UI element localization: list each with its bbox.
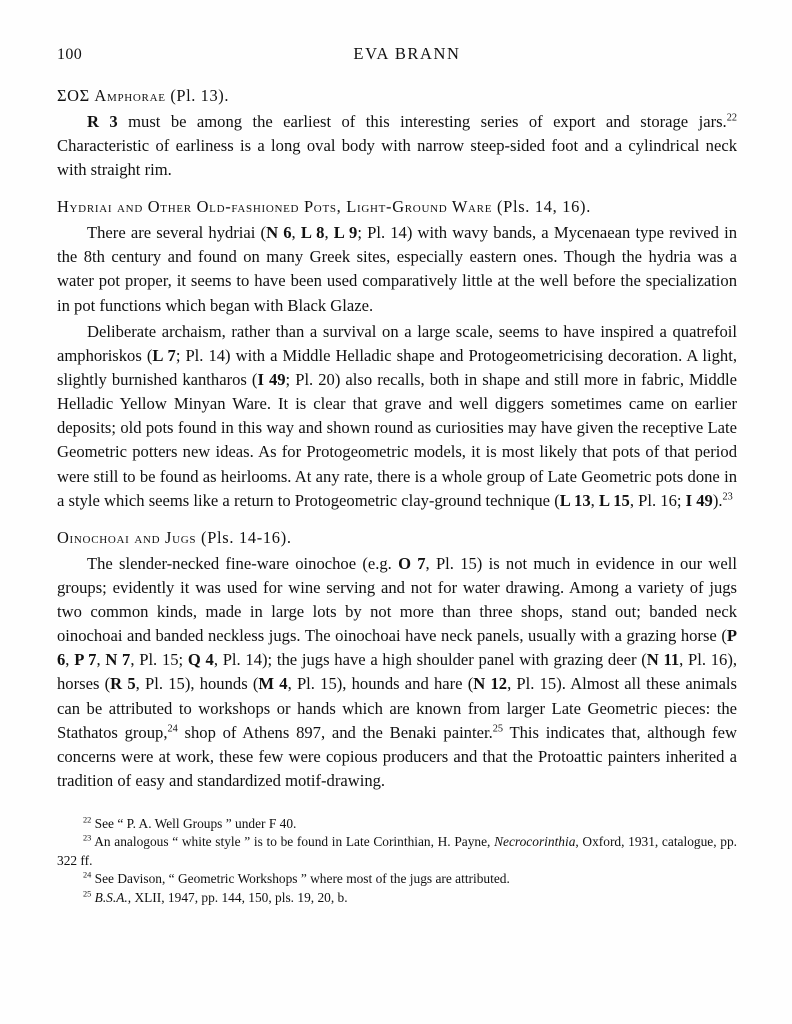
catalogue-ref-q4: Q 4 xyxy=(187,650,214,670)
paragraph-r3 xyxy=(57,110,737,182)
text-frag: ; Pl. 20) also recalls, both in shape and still more in fabric, Middle Helladic Yellow Minyan Ware. It is clear that grave and well diggers sometimes came on earlier deposits; old pots found in this way and shown round as curiosities may have given the receptive Late Geometric potters new ideas. As for Protogeometric models, it is most likely that pots of that period were still to be found as heirlooms. At any rate, there is a whole group of Late Geometric pots done in a style which seems like a return to Protogeometric clay-ground technique ( xyxy=(57,369,737,510)
footnote-22 xyxy=(57,815,737,833)
footnote-24 xyxy=(57,870,737,888)
heading-hydriai-label: Hydriai and Other Old-fashioned Pots, Light-Ground Ware xyxy=(57,197,493,217)
footnote-number-25: 25 xyxy=(83,889,92,899)
catalogue-ref-n6: N 6 xyxy=(266,223,292,243)
body-text xyxy=(57,84,737,793)
page-content xyxy=(57,44,737,907)
heading-oinochoai-label: Oinochoai and Jugs xyxy=(57,527,197,547)
catalogue-ref-m4: M 4 xyxy=(258,674,288,694)
footnote-23-title: Necrocorinthia xyxy=(494,834,576,850)
catalogue-ref-i49: I 49 xyxy=(257,369,286,389)
text-frag: , Pl. 15; xyxy=(130,650,188,670)
heading-oinochoai-plates: (Pls. 14-16). xyxy=(201,527,292,547)
text-frag: , Pl. 14); the jugs have a high shoulder panel with grazing deer ( xyxy=(213,650,647,670)
text-frag: shop of Athens 897, and the Benaki painter. xyxy=(177,722,493,742)
text-frag: The slender-necked fine-ware oinochoe (e.g. xyxy=(87,553,399,573)
footnotes-block xyxy=(57,815,737,907)
footnote-24-text: See Davison, “ Geometric Workshops ” where most of the jugs are attributed. xyxy=(94,871,510,887)
text-frag: , xyxy=(65,650,75,670)
paragraph-hydriai-2 xyxy=(57,320,737,513)
text-frag: , Pl. 15) is not much in evidence in our well groups; evidently it was used for wine serving and not for water drawing. Among a variety of jugs two common kinds, made in large lots by not more than three shops, stand out; banded neck oinochoai and banded neckless jugs. The oinochoai have neck panels, usually with a grazing horse ( xyxy=(57,553,738,646)
running-head xyxy=(57,44,737,70)
footnote-marker-25: 25 xyxy=(492,723,503,735)
catalogue-ref-r5: R 5 xyxy=(110,674,136,694)
footnote-23-text-b: , Oxford, 1931, catalogue, pp. 322 ff. xyxy=(57,834,737,868)
paragraph-hydriai-1 xyxy=(57,221,737,318)
text-frag: ; Pl. 14) with wavy bands, a Mycenaean type revived in the 8th century and found on many Greek sites, especially eastern ones. Though the hydria was a water pot proper, it seems to have been used comparatively little at the well before the specialization in pot functions which began with Black Glaze. xyxy=(57,223,737,315)
footnote-23 xyxy=(57,833,737,870)
paragraph-r3-text-a: must be among the earliest of this interesting series of export and storage jars. xyxy=(117,111,727,131)
section-heading-sos-amphorae xyxy=(57,84,737,108)
text-frag: , Pl. 15), hounds and hare ( xyxy=(287,674,474,694)
text-frag: , Pl. 16; xyxy=(629,490,686,510)
text-frag: , Pl. 16), horses ( xyxy=(57,650,738,694)
page-number: 100 xyxy=(57,46,83,63)
text-frag: This indicates that, although few concerns were at work, these few were copious producers and that the Protoattic painters inherited a tradition of easy and standardized motif-drawing. xyxy=(57,722,737,790)
footnote-22-text: See “ P. A. Well Groups ” under F 40. xyxy=(94,816,297,832)
heading-amphorae: Amphorae xyxy=(94,86,166,105)
catalogue-ref-n11: N 11 xyxy=(646,650,680,670)
text-frag: , Pl. 15), hounds ( xyxy=(135,674,259,694)
footnote-25-text: , XLII, 1947, pp. 144, 150, pls. 19, 20, b. xyxy=(127,889,348,905)
footnote-25 xyxy=(57,889,737,907)
footnote-marker-22: 22 xyxy=(726,112,737,124)
text-frag: , Pl. 15). Almost all these animals can be attributed to workshops or hands which are known from larger Late Geometric pieces: the Stathatos group, xyxy=(57,674,738,742)
paragraph-oinochoai-1 xyxy=(57,552,737,793)
footnote-marker-24: 24 xyxy=(167,723,178,735)
catalogue-ref-p7: P 7 xyxy=(74,650,97,670)
text-frag: ). xyxy=(712,490,723,510)
text-frag: , xyxy=(96,650,106,670)
text-frag: , xyxy=(324,223,334,243)
text-frag: ; Pl. 14) with a Middle Helladic shape and Protogeometricising decoration. A light, slightly burnished kantharos ( xyxy=(57,345,737,389)
running-title: EVA BRANN xyxy=(353,44,461,63)
heading-plate-ref: (Pl. 13). xyxy=(170,86,230,105)
text-frag: , xyxy=(291,223,301,243)
catalogue-ref-l7: L 7 xyxy=(152,345,176,365)
catalogue-ref-l15: L 15 xyxy=(598,490,630,510)
footnote-23-text-a: An analogous “ white style ” is to be found in Late Corinthian, H. Payne, xyxy=(94,834,495,850)
heading-hydriai-plates: (Pls. 14, 16). xyxy=(496,197,592,217)
text-frag: Deliberate archaism, rather than a survival on a large scale, seems to have inspired a quatrefoil amphoriskos ( xyxy=(57,321,737,365)
catalogue-ref-n12: N 12 xyxy=(473,674,508,694)
footnote-marker-23: 23 xyxy=(722,491,733,503)
paragraph-r3-text-b: Characteristic of earliness is a long oval body with narrow steep-sided foot and a cylindrical neck with straight rim. xyxy=(57,136,737,180)
catalogue-ref-l9: L 9 xyxy=(333,223,358,243)
text-frag: , xyxy=(590,490,599,510)
footnote-number-23: 23 xyxy=(83,833,92,843)
catalogue-ref-n7: N 7 xyxy=(105,650,131,670)
catalogue-ref-o7: O 7 xyxy=(398,553,426,573)
catalogue-ref-r3: R 3 xyxy=(87,111,118,131)
section-heading-hydriai xyxy=(57,195,737,219)
catalogue-ref-l13: L 13 xyxy=(559,490,591,510)
footnote-number-24: 24 xyxy=(83,870,92,880)
catalogue-ref-l8: L 8 xyxy=(300,223,325,243)
catalogue-ref-p6: P 6 xyxy=(57,626,737,670)
section-heading-oinochoai xyxy=(57,526,737,550)
catalogue-ref-i49-b: I 49 xyxy=(685,490,713,510)
text-frag: There are several hydriai ( xyxy=(87,223,267,243)
footnote-number-22: 22 xyxy=(83,815,92,825)
heading-greek-sos: ΣΟΣ xyxy=(57,86,90,105)
footnote-25-journal: B.S.A. xyxy=(94,889,128,905)
